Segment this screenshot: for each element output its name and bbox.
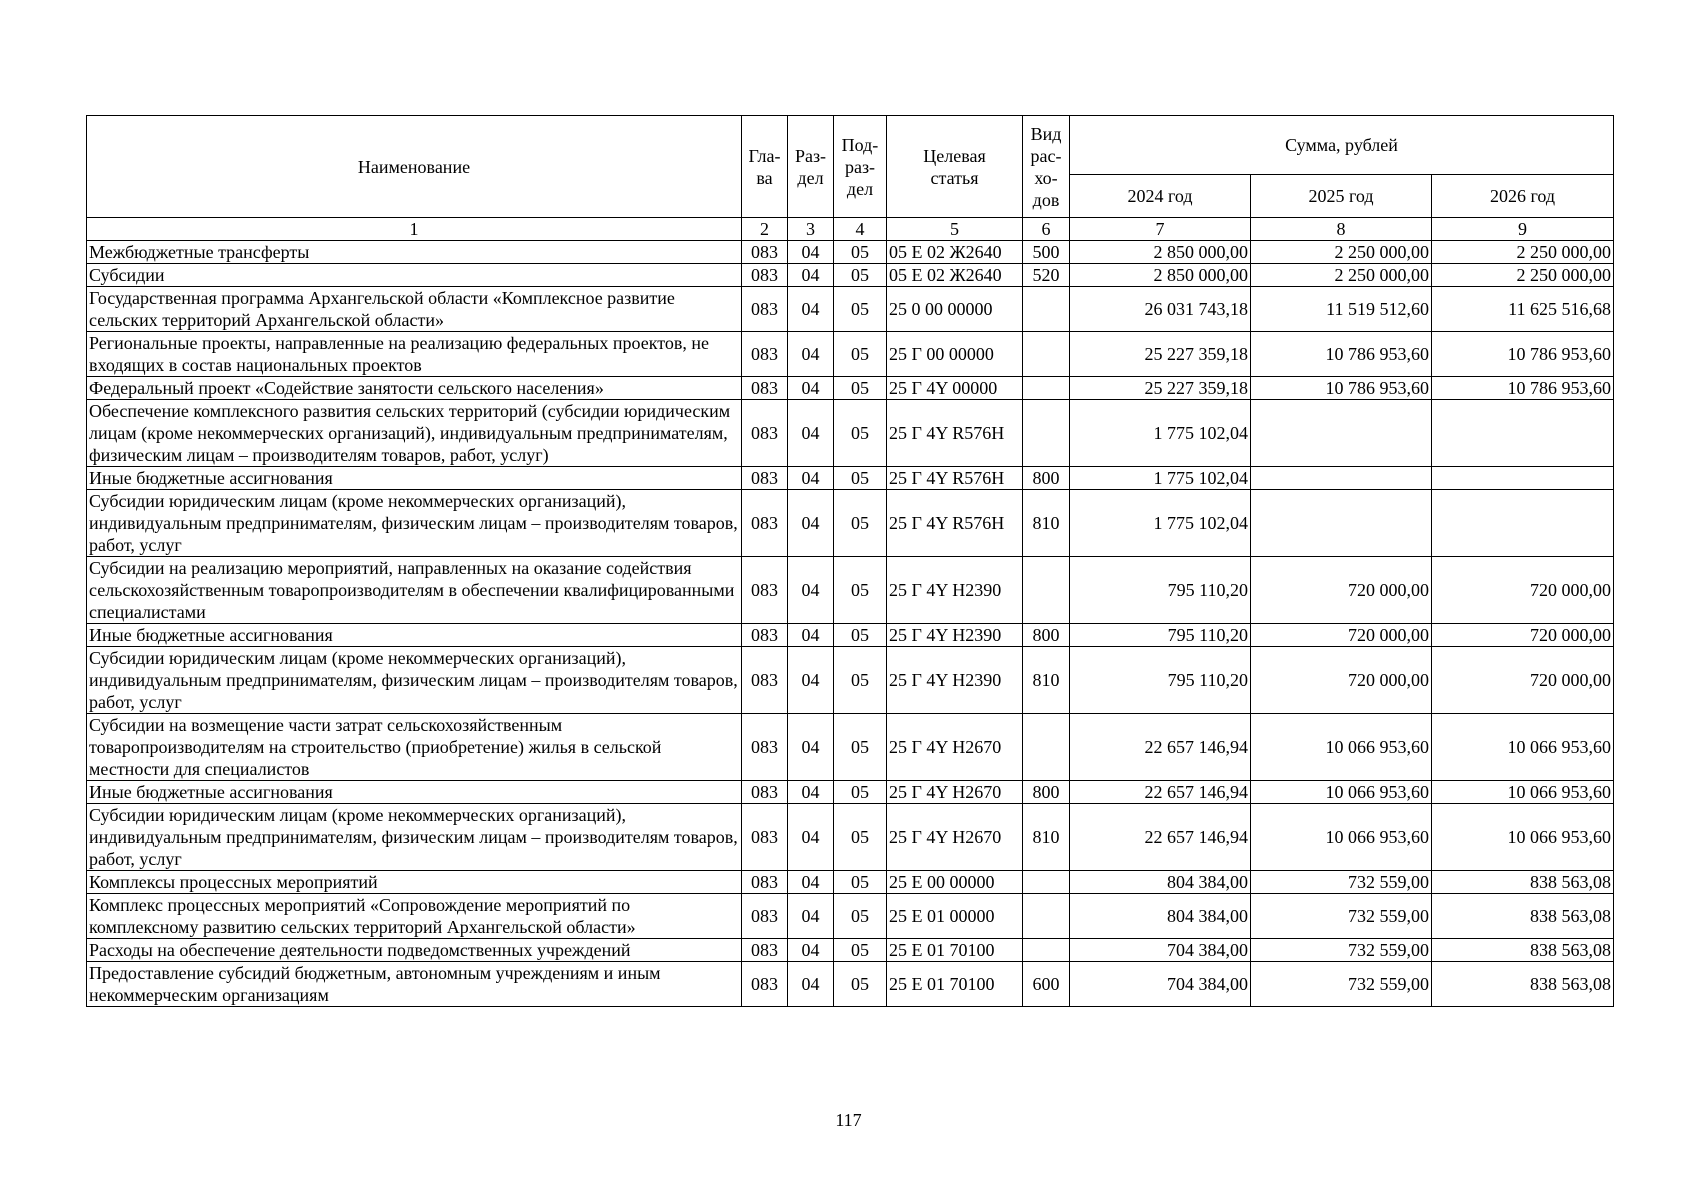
row-section-cell: 04 (788, 939, 834, 962)
column-number-cell: 5 (887, 218, 1023, 241)
row-sum-2025-cell: 10 786 953,60 (1251, 332, 1432, 377)
row-section-cell: 04 (788, 624, 834, 647)
row-target-article-cell: 25 Г 4Y Н2670 (887, 714, 1023, 781)
row-sum-2026-cell: 720 000,00 (1432, 557, 1614, 624)
row-sum-2026-cell: 10 066 953,60 (1432, 714, 1614, 781)
header-year-2024: 2024 год (1070, 175, 1251, 218)
table-row (87, 377, 1614, 400)
row-sum-2026-cell (1432, 467, 1614, 490)
row-target-article-cell: 25 Е 00 00000 (887, 871, 1023, 894)
row-chapter-cell: 083 (742, 264, 788, 287)
row-expense-type-cell: 800 (1023, 624, 1070, 647)
budget-table (86, 115, 1614, 1007)
row-name-cell: Иные бюджетные ассигнования (87, 624, 742, 647)
row-sum-2025-cell: 720 000,00 (1251, 557, 1432, 624)
row-sum-2024-cell: 1 775 102,04 (1070, 490, 1251, 557)
row-sum-2026-cell: 838 563,08 (1432, 871, 1614, 894)
row-sum-2026-cell: 720 000,00 (1432, 647, 1614, 714)
row-sum-2026-cell: 10 786 953,60 (1432, 332, 1614, 377)
row-sum-2024-cell: 795 110,20 (1070, 647, 1251, 714)
row-subsection-cell: 05 (834, 400, 887, 467)
row-name-cell: Расходы на обеспечение деятельности подведомственных учреждений (87, 939, 742, 962)
row-sum-2025-cell: 10 786 953,60 (1251, 377, 1432, 400)
header-expense-type: Вид рас- хо- дов (1023, 116, 1070, 218)
row-target-article-cell: 25 Г 4Y R576Н (887, 490, 1023, 557)
header-year-2026: 2026 год (1432, 175, 1614, 218)
column-number-cell: 4 (834, 218, 887, 241)
table-row (87, 332, 1614, 377)
row-sum-2025-cell: 720 000,00 (1251, 647, 1432, 714)
row-sum-2024-cell: 26 031 743,18 (1070, 287, 1251, 332)
header-target-article: Целевая статья (887, 116, 1023, 218)
row-subsection-cell: 05 (834, 490, 887, 557)
row-chapter-cell: 083 (742, 647, 788, 714)
row-target-article-cell: 25 Г 4Y Н2670 (887, 781, 1023, 804)
row-name-cell: Предоставление субсидий бюджетным, автономным учреждениям и иным некоммерческим организациям (87, 962, 742, 1007)
row-sum-2024-cell: 795 110,20 (1070, 557, 1251, 624)
row-expense-type-cell: 810 (1023, 647, 1070, 714)
row-sum-2024-cell: 1 775 102,04 (1070, 467, 1251, 490)
table-row (87, 624, 1614, 647)
row-sum-2026-cell: 10 066 953,60 (1432, 804, 1614, 871)
row-target-article-cell: 25 Г 4Y Н2390 (887, 624, 1023, 647)
row-chapter-cell: 083 (742, 624, 788, 647)
row-expense-type-cell (1023, 557, 1070, 624)
header-chapter: Гла- ва (742, 116, 788, 218)
row-sum-2026-cell: 10 066 953,60 (1432, 781, 1614, 804)
row-sum-2025-cell: 10 066 953,60 (1251, 804, 1432, 871)
table-row (87, 287, 1614, 332)
row-sum-2025-cell: 732 559,00 (1251, 871, 1432, 894)
row-sum-2024-cell: 804 384,00 (1070, 894, 1251, 939)
row-subsection-cell: 05 (834, 714, 887, 781)
row-target-article-cell: 25 Г 4Y R576Н (887, 467, 1023, 490)
row-subsection-cell: 05 (834, 781, 887, 804)
row-sum-2025-cell: 732 559,00 (1251, 939, 1432, 962)
row-section-cell: 04 (788, 871, 834, 894)
page-number: 117 (835, 1110, 862, 1130)
row-sum-2024-cell: 2 850 000,00 (1070, 241, 1251, 264)
table-row (87, 557, 1614, 624)
row-section-cell: 04 (788, 490, 834, 557)
table-row (87, 939, 1614, 962)
row-chapter-cell: 083 (742, 400, 788, 467)
row-name-cell: Межбюджетные трансферты (87, 241, 742, 264)
row-sum-2024-cell: 795 110,20 (1070, 624, 1251, 647)
row-sum-2025-cell: 2 250 000,00 (1251, 264, 1432, 287)
column-number-cell: 3 (788, 218, 834, 241)
row-expense-type-cell (1023, 939, 1070, 962)
row-section-cell: 04 (788, 557, 834, 624)
row-section-cell: 04 (788, 647, 834, 714)
row-section-cell: 04 (788, 467, 834, 490)
row-section-cell: 04 (788, 804, 834, 871)
row-sum-2024-cell: 704 384,00 (1070, 962, 1251, 1007)
row-sum-2025-cell (1251, 490, 1432, 557)
row-expense-type-cell: 800 (1023, 781, 1070, 804)
column-number-cell: 1 (87, 218, 742, 241)
row-sum-2025-cell: 732 559,00 (1251, 894, 1432, 939)
row-chapter-cell: 083 (742, 804, 788, 871)
row-sum-2026-cell (1432, 490, 1614, 557)
row-expense-type-cell (1023, 377, 1070, 400)
row-subsection-cell: 05 (834, 894, 887, 939)
column-number-row (87, 218, 1614, 241)
column-number-cell: 2 (742, 218, 788, 241)
row-sum-2024-cell: 25 227 359,18 (1070, 332, 1251, 377)
row-name-cell: Комплексы процессных мероприятий (87, 871, 742, 894)
row-name-cell: Иные бюджетные ассигнования (87, 781, 742, 804)
row-expense-type-cell: 500 (1023, 241, 1070, 264)
row-expense-type-cell (1023, 287, 1070, 332)
row-section-cell: 04 (788, 332, 834, 377)
row-target-article-cell: 05 Е 02 Ж2640 (887, 264, 1023, 287)
row-target-article-cell: 25 Г 4Y Н2390 (887, 647, 1023, 714)
row-expense-type-cell (1023, 332, 1070, 377)
row-subsection-cell: 05 (834, 287, 887, 332)
row-sum-2026-cell: 2 250 000,00 (1432, 241, 1614, 264)
row-sum-2025-cell (1251, 467, 1432, 490)
row-sum-2025-cell: 720 000,00 (1251, 624, 1432, 647)
row-expense-type-cell: 520 (1023, 264, 1070, 287)
row-subsection-cell: 05 (834, 264, 887, 287)
table-row (87, 962, 1614, 1007)
row-subsection-cell: 05 (834, 939, 887, 962)
row-chapter-cell: 083 (742, 241, 788, 264)
row-name-cell: Субсидии на реализацию мероприятий, направленных на оказание содействия сельскохозяйственным товаропроизводителям в обеспечении квалифицированными специалистами (87, 557, 742, 624)
table-row (87, 804, 1614, 871)
row-chapter-cell: 083 (742, 714, 788, 781)
row-subsection-cell: 05 (834, 624, 887, 647)
row-target-article-cell: 25 Г 00 00000 (887, 332, 1023, 377)
row-section-cell: 04 (788, 400, 834, 467)
row-subsection-cell: 05 (834, 467, 887, 490)
row-sum-2026-cell (1432, 400, 1614, 467)
table-row (87, 871, 1614, 894)
row-chapter-cell: 083 (742, 939, 788, 962)
row-target-article-cell: 25 Г 4Y 00000 (887, 377, 1023, 400)
row-target-article-cell: 25 0 00 00000 (887, 287, 1023, 332)
row-section-cell: 04 (788, 377, 834, 400)
header-subsection: Под- раз- дел (834, 116, 887, 218)
row-expense-type-cell: 800 (1023, 467, 1070, 490)
row-name-cell: Региональные проекты, направленные на реализацию федеральных проектов, не входящих в состав национальных проектов (87, 332, 742, 377)
row-chapter-cell: 083 (742, 287, 788, 332)
row-target-article-cell: 25 Г 4Y R576Н (887, 400, 1023, 467)
row-expense-type-cell (1023, 871, 1070, 894)
table-row (87, 467, 1614, 490)
row-sum-2024-cell: 2 850 000,00 (1070, 264, 1251, 287)
row-sum-2024-cell: 22 657 146,94 (1070, 781, 1251, 804)
column-number-cell: 8 (1251, 218, 1432, 241)
row-expense-type-cell (1023, 714, 1070, 781)
row-name-cell: Государственная программа Архангельской области «Комплексное развитие сельских территорий Архангельской области» (87, 287, 742, 332)
row-sum-2026-cell: 11 625 516,68 (1432, 287, 1614, 332)
header-row (87, 116, 1614, 175)
row-subsection-cell: 05 (834, 557, 887, 624)
row-target-article-cell: 25 Г 4Y Н2670 (887, 804, 1023, 871)
row-target-article-cell: 25 Е 01 00000 (887, 894, 1023, 939)
row-subsection-cell: 05 (834, 377, 887, 400)
row-name-cell: Обеспечение комплексного развития сельских территорий (субсидии юридическим лицам (кроме некоммерческих организаций), индивидуальным предпринимателям, физическим лицам – производителям товаров, работ, услуг) (87, 400, 742, 467)
row-section-cell: 04 (788, 894, 834, 939)
row-section-cell: 04 (788, 962, 834, 1007)
row-target-article-cell: 25 Г 4Y Н2390 (887, 557, 1023, 624)
table-row (87, 781, 1614, 804)
row-chapter-cell: 083 (742, 894, 788, 939)
row-sum-2026-cell: 10 786 953,60 (1432, 377, 1614, 400)
row-chapter-cell: 083 (742, 467, 788, 490)
column-number-cell: 7 (1070, 218, 1251, 241)
header-section: Раз- дел (788, 116, 834, 218)
row-sum-2025-cell: 732 559,00 (1251, 962, 1432, 1007)
table-row (87, 400, 1614, 467)
row-sum-2024-cell: 704 384,00 (1070, 939, 1251, 962)
header-sum: Сумма, рублей (1070, 116, 1614, 175)
row-expense-type-cell (1023, 894, 1070, 939)
row-subsection-cell: 05 (834, 962, 887, 1007)
header-year-2025: 2025 год (1251, 175, 1432, 218)
row-section-cell: 04 (788, 241, 834, 264)
row-name-cell: Федеральный проект «Содействие занятости сельского населения» (87, 377, 742, 400)
row-expense-type-cell: 600 (1023, 962, 1070, 1007)
row-sum-2024-cell: 22 657 146,94 (1070, 804, 1251, 871)
row-chapter-cell: 083 (742, 490, 788, 557)
table-row (87, 714, 1614, 781)
row-sum-2026-cell: 838 563,08 (1432, 939, 1614, 962)
row-name-cell: Субсидии юридическим лицам (кроме некоммерческих организаций), индивидуальным предпринимателям, физическим лицам – производителям товаров, работ, услуг (87, 647, 742, 714)
row-name-cell: Субсидии юридическим лицам (кроме некоммерческих организаций), индивидуальным предпринимателям, физическим лицам – производителям товаров, работ, услуг (87, 490, 742, 557)
row-sum-2026-cell: 838 563,08 (1432, 894, 1614, 939)
table-row (87, 264, 1614, 287)
column-number-cell: 9 (1432, 218, 1614, 241)
row-chapter-cell: 083 (742, 962, 788, 1007)
row-sum-2026-cell: 838 563,08 (1432, 962, 1614, 1007)
row-name-cell: Субсидии на возмещение части затрат сельскохозяйственным товаропроизводителям на строительство (приобретение) жилья в сельской местности для специалистов (87, 714, 742, 781)
row-sum-2024-cell: 25 227 359,18 (1070, 377, 1251, 400)
row-subsection-cell: 05 (834, 871, 887, 894)
row-sum-2025-cell: 10 066 953,60 (1251, 714, 1432, 781)
row-target-article-cell: 25 Е 01 70100 (887, 939, 1023, 962)
table-row (87, 647, 1614, 714)
row-subsection-cell: 05 (834, 241, 887, 264)
row-chapter-cell: 083 (742, 332, 788, 377)
row-subsection-cell: 05 (834, 804, 887, 871)
row-chapter-cell: 083 (742, 377, 788, 400)
row-sum-2024-cell: 22 657 146,94 (1070, 714, 1251, 781)
row-name-cell: Иные бюджетные ассигнования (87, 467, 742, 490)
row-section-cell: 04 (788, 781, 834, 804)
row-name-cell: Комплекс процессных мероприятий «Сопровождение мероприятий по комплексному развитию сельских территорий Архангельской области» (87, 894, 742, 939)
row-sum-2024-cell: 1 775 102,04 (1070, 400, 1251, 467)
row-sum-2025-cell (1251, 400, 1432, 467)
row-sum-2025-cell: 2 250 000,00 (1251, 241, 1432, 264)
table-row (87, 894, 1614, 939)
row-chapter-cell: 083 (742, 557, 788, 624)
row-sum-2025-cell: 10 066 953,60 (1251, 781, 1432, 804)
row-section-cell: 04 (788, 714, 834, 781)
row-section-cell: 04 (788, 264, 834, 287)
row-name-cell: Субсидии (87, 264, 742, 287)
row-sum-2024-cell: 804 384,00 (1070, 871, 1251, 894)
column-number-cell: 6 (1023, 218, 1070, 241)
table-row (87, 241, 1614, 264)
row-chapter-cell: 083 (742, 871, 788, 894)
header-name: Наименование (87, 116, 742, 218)
row-target-article-cell: 25 Е 01 70100 (887, 962, 1023, 1007)
row-expense-type-cell: 810 (1023, 490, 1070, 557)
row-expense-type-cell (1023, 400, 1070, 467)
table-row (87, 490, 1614, 557)
row-sum-2026-cell: 720 000,00 (1432, 624, 1614, 647)
table-body (87, 241, 1614, 1007)
row-sum-2026-cell: 2 250 000,00 (1432, 264, 1614, 287)
row-subsection-cell: 05 (834, 647, 887, 714)
row-expense-type-cell: 810 (1023, 804, 1070, 871)
row-subsection-cell: 05 (834, 332, 887, 377)
row-chapter-cell: 083 (742, 781, 788, 804)
row-name-cell: Субсидии юридическим лицам (кроме некоммерческих организаций), индивидуальным предпринимателям, физическим лицам – производителям товаров, работ, услуг (87, 804, 742, 871)
row-section-cell: 04 (788, 287, 834, 332)
row-sum-2025-cell: 11 519 512,60 (1251, 287, 1432, 332)
row-target-article-cell: 05 Е 02 Ж2640 (887, 241, 1023, 264)
